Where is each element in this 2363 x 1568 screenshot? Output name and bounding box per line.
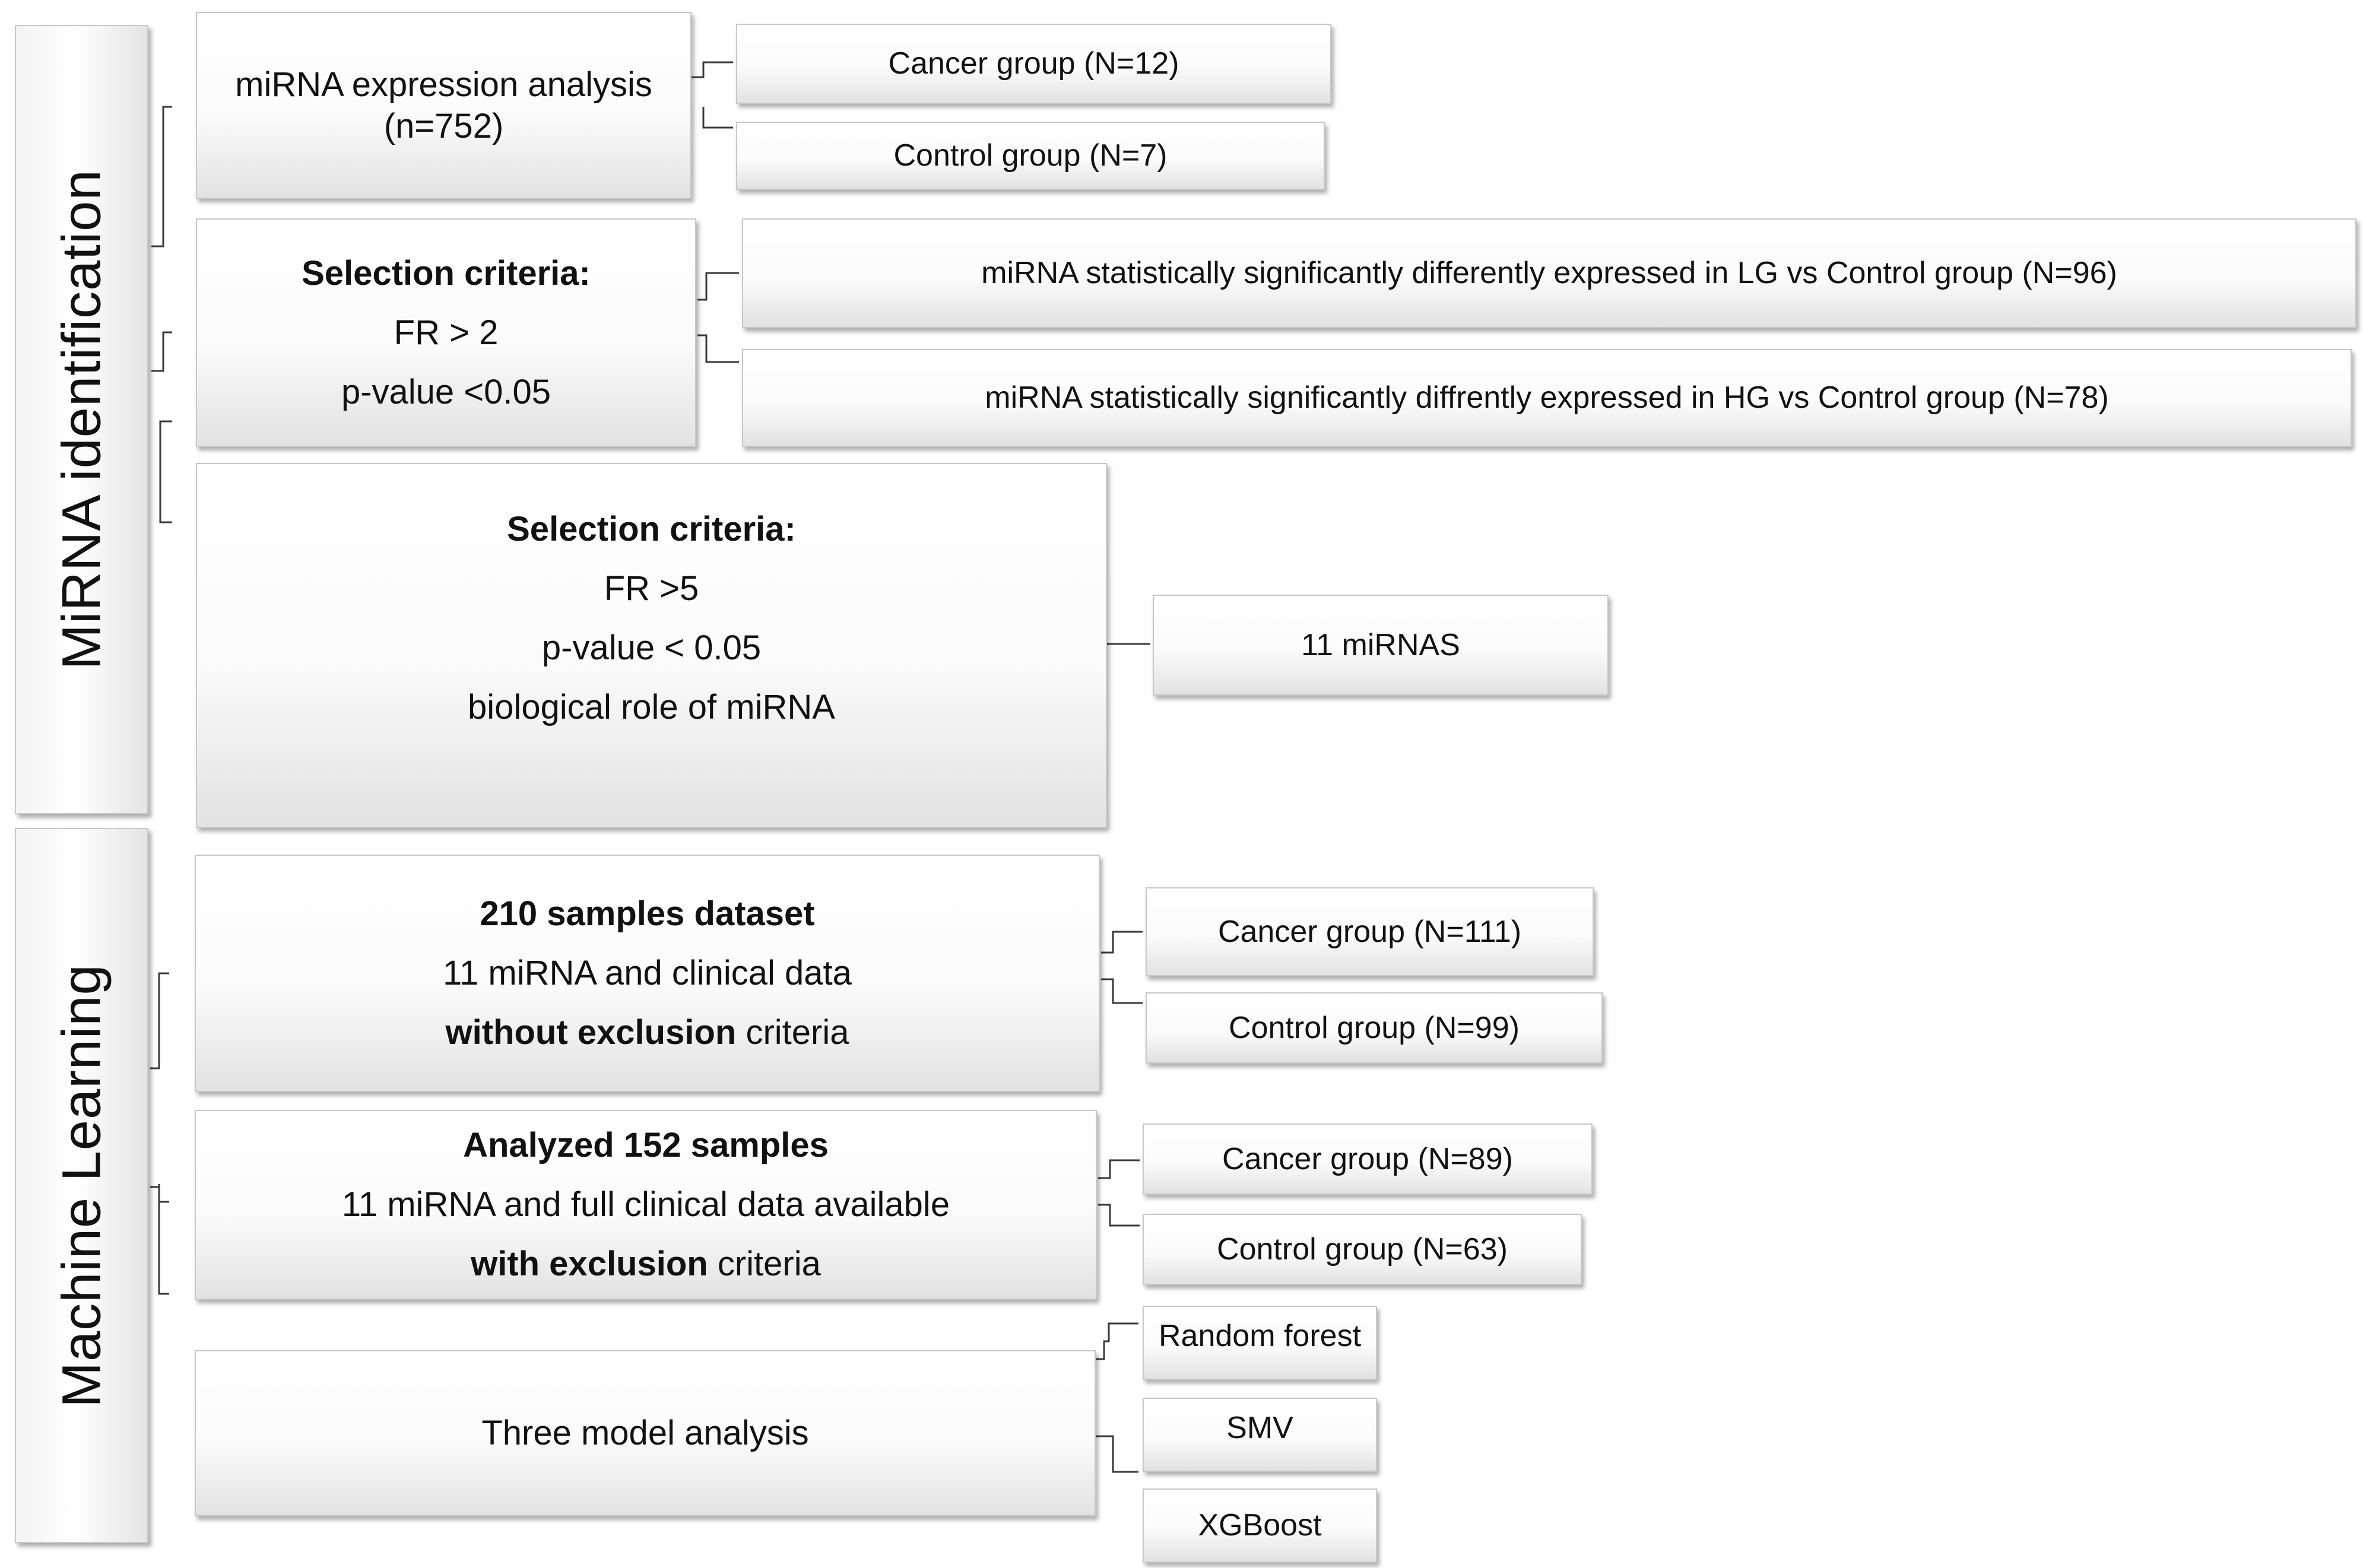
three-model-analysis-box: [195, 1350, 1096, 1516]
analyzed-152-cancer-group: [1143, 1123, 1593, 1195]
dataset-210-heading: 210 samples dataset: [480, 894, 815, 933]
selection-criteria-1-pvalue: p-value <0.05: [341, 372, 551, 411]
fork-expression: [692, 62, 733, 128]
expression-analysis-box: [196, 12, 692, 199]
analyzed-152-control-label: Control group (N=63): [1217, 1231, 1508, 1267]
analyzed-152-line3: [471, 1234, 821, 1294]
lg-vs-control-box: [742, 218, 2356, 328]
model-xgboost: [1143, 1488, 1377, 1563]
selection-criteria-1-heading: Selection criteria:: [302, 253, 591, 293]
dataset-210-control-label: Control group (N=99): [1229, 1010, 1520, 1045]
selection-criteria-1-fr: FR > 2: [394, 313, 499, 352]
model-smv-label: SMV: [1226, 1411, 1293, 1445]
dataset-210-control-group: [1146, 992, 1603, 1064]
three-model-analysis-label: Three model analysis: [481, 1414, 809, 1452]
bracket-expression: [151, 107, 172, 246]
selection-criteria-2-pvalue: p-value < 0.05: [541, 629, 762, 667]
result-11-mirnas-box: [1153, 595, 1609, 696]
expression-cancer-group: [736, 24, 1331, 104]
analyzed-152-exclusion-rest: criteria: [708, 1245, 821, 1283]
model-random-forest-label: Random forest: [1158, 1319, 1362, 1353]
bracket-analyzed152: [150, 1184, 169, 1294]
selection-criteria-1-box: [196, 218, 696, 447]
fork-models: [1092, 1323, 1138, 1472]
expression-control-group: [736, 122, 1325, 190]
selection-criteria-2-box: [196, 463, 1107, 828]
fork-dataset210: [1101, 932, 1143, 1003]
model-xgboost-label: XGBoost: [1198, 1508, 1322, 1543]
model-smv: [1143, 1398, 1377, 1472]
hg-vs-control-box: [742, 349, 2352, 447]
expression-analysis-title: miRNA expression analysis: [235, 65, 652, 104]
hg-vs-control-label: miRNA statistically significantly diffrently expressed in HG vs Control group (N=78): [985, 380, 2109, 415]
bracket-selection2: [160, 421, 172, 522]
dataset-210-line3: [446, 1003, 849, 1062]
section-machine-learning: [15, 828, 148, 1543]
dataset-210-cancer-group: [1146, 887, 1594, 976]
bracket-dataset210: [150, 973, 169, 1068]
dataset-210-cancer-label: Cancer group (N=111): [1217, 914, 1522, 949]
analyzed-152-heading: Analyzed 152 samples: [463, 1126, 829, 1164]
section-mirna-identification: [15, 25, 148, 814]
result-11-mirnas-label: 11 miRNAS: [1301, 627, 1460, 662]
expression-analysis-count: (n=752): [383, 106, 504, 145]
analyzed-152-line2: 11 miRNA and full clinical data available: [341, 1185, 950, 1224]
lg-vs-control-label: miRNA statistically significantly differently expressed in LG vs Control group (N=96): [981, 256, 2117, 291]
selection-criteria-2-fr: FR >5: [604, 569, 699, 608]
expression-cancer-label: Cancer group (N=12): [888, 46, 1179, 81]
model-random-forest: [1143, 1306, 1377, 1380]
dataset-210-exclusion-bold: without exclusion: [445, 1013, 737, 1052]
bracket-selection1: [151, 332, 172, 371]
fork-analyzed152: [1098, 1160, 1140, 1226]
analyzed-152-box: [195, 1110, 1097, 1300]
analyzed-152-control-group: [1143, 1214, 1582, 1285]
section-machine-learning-label: Machine Learning: [51, 963, 112, 1408]
analyzed-152-cancer-label: Cancer group (N=89): [1222, 1141, 1513, 1176]
selection-criteria-2-heading: Selection criteria:: [507, 510, 796, 548]
dataset-210-exclusion-rest: criteria: [736, 1013, 849, 1052]
section-mirna-identification-label: MiRNA identification: [51, 169, 112, 670]
dataset-210-line2: 11 miRNA and clinical data: [443, 954, 852, 992]
analyzed-152-exclusion-bold: with exclusion: [471, 1245, 708, 1283]
expression-control-label: Control group (N=7): [893, 138, 1168, 173]
dataset-210-box: [195, 855, 1100, 1092]
fork-selection1: [697, 273, 739, 362]
selection-criteria-2-role: biological role of miRNA: [468, 688, 835, 726]
